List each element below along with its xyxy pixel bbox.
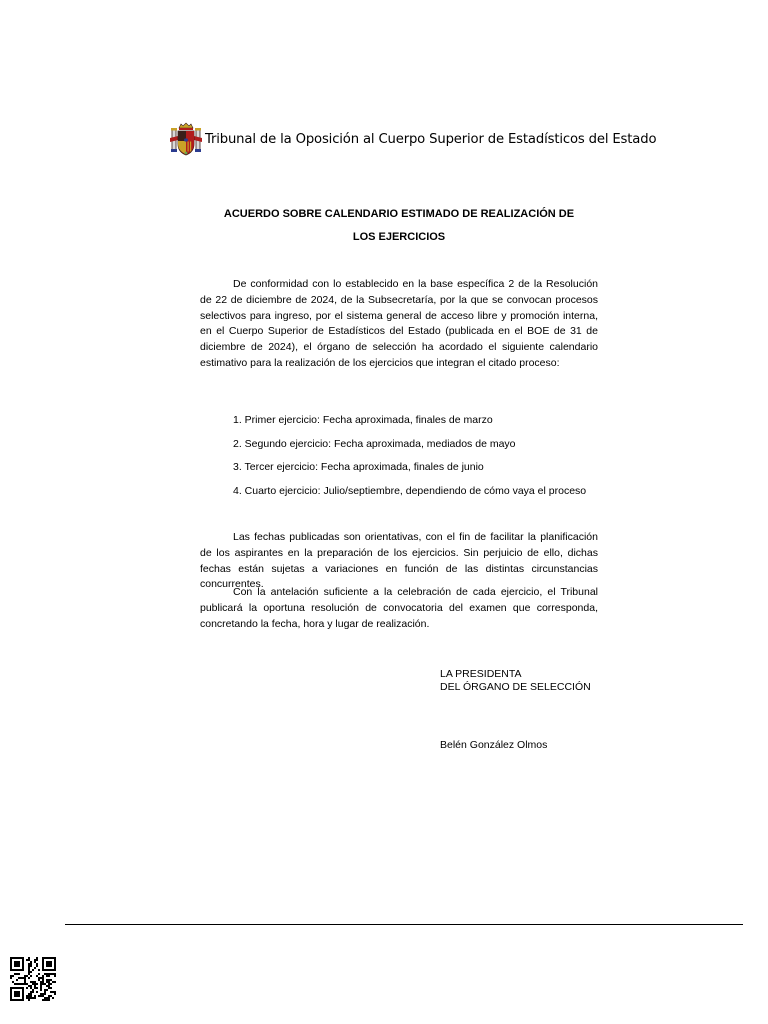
exercise-list <box>233 413 586 508</box>
list-item: 1. Primer ejercicio: Fecha aproximada, finales de marzo <box>233 414 493 426</box>
closing-paragraph: Con la antelación suficiente a la celebración de cada ejercicio, el Tribunal publicará la oportuna resolución de convocatoria del examen que corresponda, concretando la fecha, hora y lugar de realización. <box>200 586 598 630</box>
footer-divider <box>65 924 743 925</box>
spain-coat-of-arms-icon <box>170 122 202 158</box>
intro-paragraph: De conformidad con lo establecido en la base específica 2 de la Resolución de 22 de diciembre de 2024, de la Subsecretaría, por la que se convocan procesos selectivos para ingreso, por el sistema general de acceso libre y promoción interna, en el Cuerpo Superior de Estadísticos del Estado (publicada en el BOE de 31 de diciembre de 2024), el órgano de selección ha acordado el siguiente calendario estimativo para la realización de los ejercicios que integran el citado proceso: <box>200 278 598 369</box>
note-paragraph: Las fechas publicadas son orientativas, con el fin de facilitar la planificación de los aspirantes en la preparación de los ejercicios. Sin perjuicio de ello, dichas fechas están sujetas a variaciones en función de las distintas circunstancias concurrentes. <box>200 531 598 591</box>
qr-code-icon <box>10 957 56 1001</box>
header-title: Tribunal de la Oposición al Cuerpo Superior de Estadísticos del Estado <box>205 132 657 147</box>
list-item: 2. Segundo ejercicio: Fecha aproximada, mediados de mayo <box>233 437 516 450</box>
signature-body: DEL ÓRGANO DE SELECCIÓN <box>440 681 591 693</box>
list-item: 3. Tercer ejercicio: Fecha aproximada, finales de junio <box>233 461 484 474</box>
signature-role: LA PRESIDENTA <box>440 668 522 680</box>
document-title-continued: LOS EJERCICIOS <box>352 231 446 243</box>
document-header <box>170 122 656 158</box>
document-title: ACUERDO SOBRE CALENDARIO ESTIMADO DE REALIZACIÓN DE <box>223 208 575 220</box>
signature-name: Belén González Olmos <box>440 739 548 751</box>
list-item: 4. Cuarto ejercicio: Julio/septiembre, dependiendo de cómo vaya el proceso <box>233 485 587 498</box>
